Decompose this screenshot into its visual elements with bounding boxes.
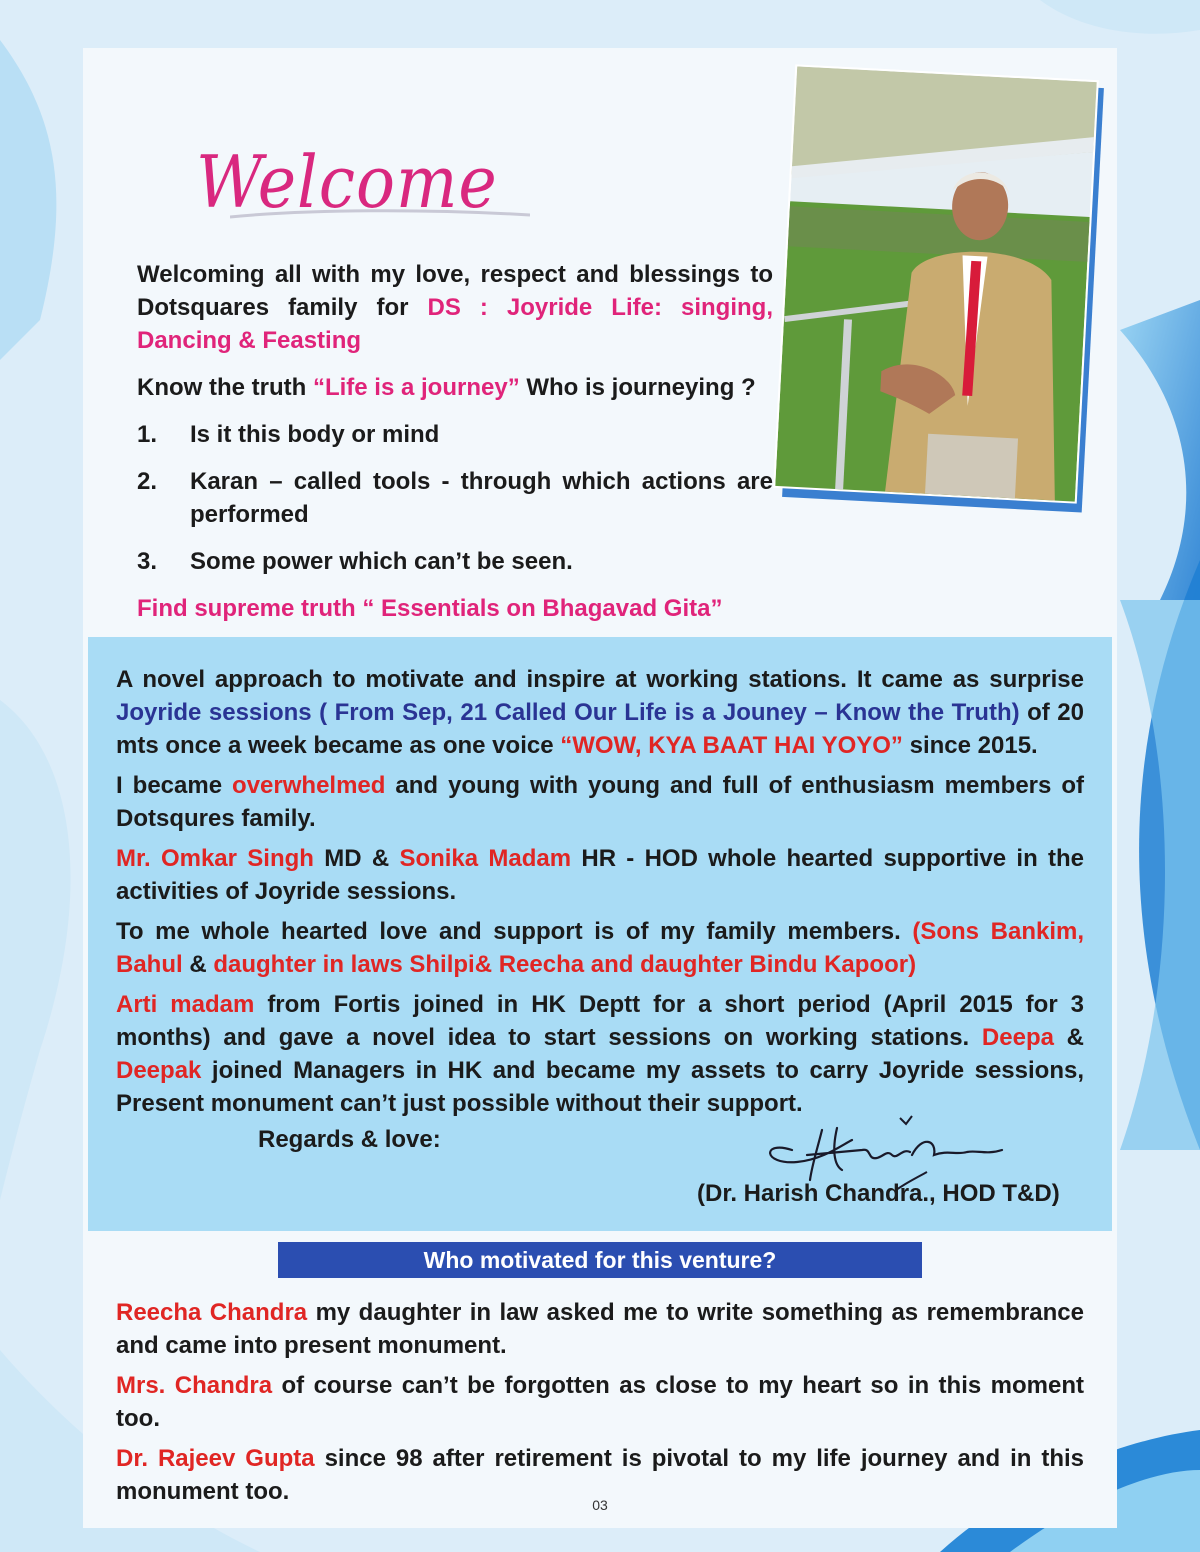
- story-text: [116, 663, 1084, 1127]
- motivator-paragraph: Reecha Chandra my daughter in law asked me to write something as remembrance and came into present monument.: [116, 1299, 1084, 1359]
- list-item: 1. Is it this body or mind: [137, 421, 440, 448]
- panel-paragraph: A novel approach to motivate and inspire at working stations. It came as surprise Joyride sessions ( From Sep, 21 Called Our Life is a Jouney – Know the Truth) of 20 mts once a week became as one voice “WOW, KYA BAAT HAI YOYO” since 2015.: [116, 666, 1084, 759]
- motivators-section: [116, 1296, 1084, 1515]
- question-paragraph: Know the truth “Life is a journey” Who is journeying ?: [137, 374, 756, 401]
- event-name: DS : Joyride Life: singing, Dancing & Feasting: [137, 294, 773, 354]
- regards-text: Regards & love:: [258, 1126, 441, 1153]
- panel-paragraph: To me whole hearted love and support is of my family members. (Sons Bankim, Bahul & daughter in laws Shilpi& Reecha and daughter Bindu Kapoor): [116, 918, 1084, 978]
- section-banner: Who motivated for this venture?: [278, 1242, 922, 1278]
- signature: [752, 1110, 1022, 1190]
- panel-paragraph: I became overwhelmed and young with young and full of enthusiasm members of Dotsqures family.: [116, 772, 1084, 832]
- list-item: 2. Karan – called tools - through which actions are performed: [137, 468, 773, 528]
- page-title: Welcome: [196, 140, 498, 224]
- motivator-paragraph: Dr. Rajeev Gupta since 98 after retirement is pivotal to my life journey and in this monument too.: [116, 1445, 1084, 1505]
- intro-section: [137, 258, 773, 639]
- title-swash: [230, 205, 530, 225]
- page-number: 03: [592, 1497, 608, 1513]
- panel-paragraph: Mr. Omkar Singh MD & Sonika Madam HR - HOD whole hearted supportive in the activities of Joyride sessions.: [116, 845, 1085, 905]
- closing-line: Find supreme truth “ Essentials on Bhagavad Gita”: [137, 595, 723, 622]
- panel-paragraph: Arti madam from Fortis joined in HK Deptt for a short period (April 2015 for 3 months) and gave a novel idea to start sessions on working stations. Deepa & Deepak joined Managers in HK and became my assets to carry Joyride sessions, Present monument can’t just possible without their support.: [116, 991, 1085, 1117]
- list-item: 3. Some power which can’t be seen.: [137, 548, 573, 575]
- intro-paragraph: Welcoming all with my love, respect and blessings to Dotsquares family for DS : Joyride Life: singing, Dancing & Feasting: [137, 261, 773, 354]
- motivator-paragraph: Mrs. Chandra of course can’t be forgotten as close to my heart so in this moment too.: [116, 1372, 1084, 1432]
- signature-caption: (Dr. Harish Chandra., HOD T&D): [697, 1180, 1060, 1207]
- author-photo: [775, 66, 1097, 501]
